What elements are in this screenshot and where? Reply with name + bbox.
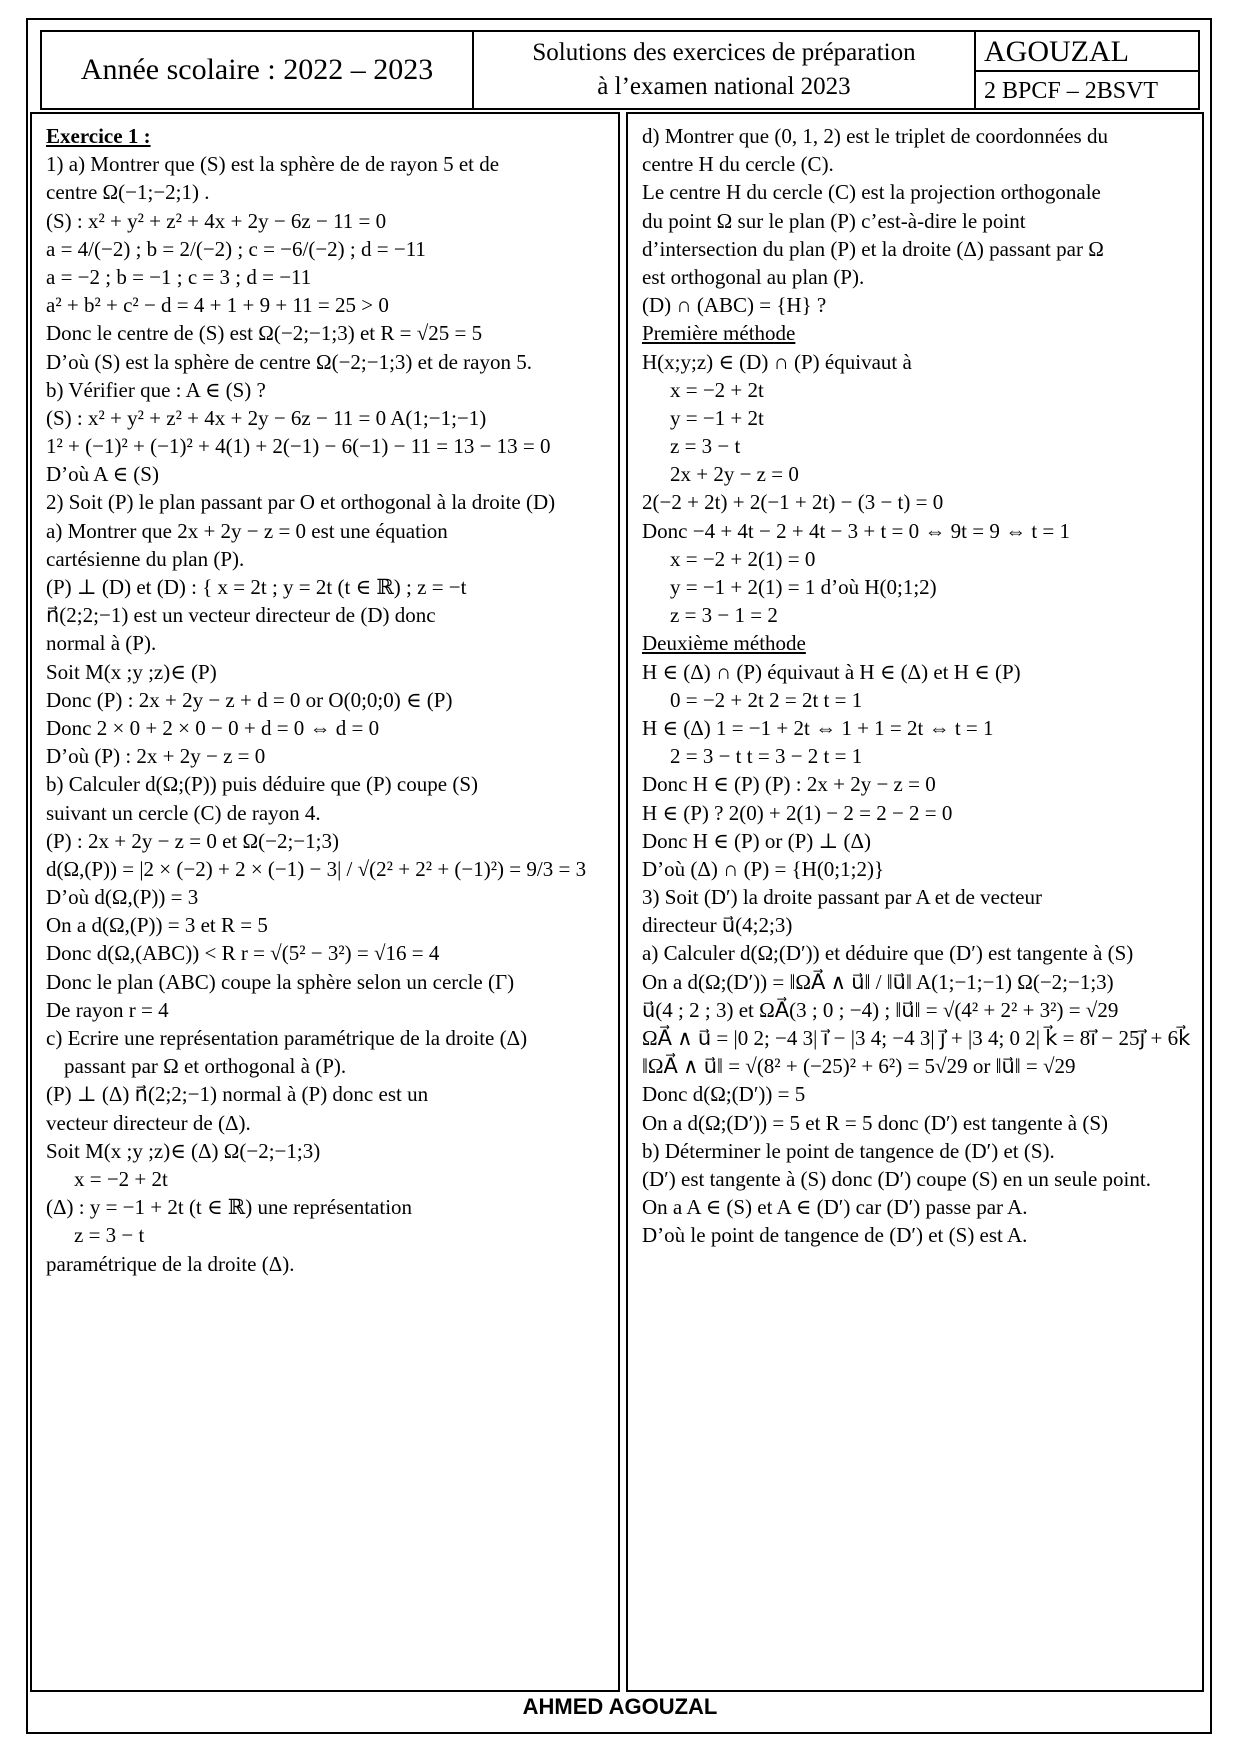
author-name: AGOUZAL — [976, 32, 1200, 72]
text-line: y = −1 + 2(1) = 1 d’où H(0;1;2) — [670, 575, 937, 599]
text-line: Donc −4 + 4t − 2 + 4t − 3 + t = 0 ⇔ 9t = 9 ⇔ t = 1 — [642, 518, 1070, 543]
text-line: d(Ω,(P)) = |2 × (−2) + 2 × (−1) − 3| / √(2² + 2² + (−1)²) = 9/3 = 3 — [46, 856, 587, 881]
text-line: Donc d(Ω;(D′)) = 5 — [642, 1082, 806, 1107]
text-line: ΩA⃗ ∧ u⃗ = |0 2; −4 3| i⃗ − |3 4; −4 3| j⃗ + |3 4; 0 2| k⃗ = 8i⃗ − 25j⃗ + 6k⃗ — [642, 1026, 1191, 1050]
text-line: z = 3 − 1 = 2 — [670, 603, 778, 628]
text-line: (Δ) : y = −1 + 2t (t ∈ ℝ) une représentation — [46, 1195, 413, 1220]
text-line: ‖ΩA⃗ ∧ u⃗‖ = √(8² + (−25)² + 6²) = 5√29 or ‖u⃗‖ = √29 — [642, 1054, 1076, 1079]
text-line: D’où A ∈ (S) — [46, 462, 159, 487]
left-column-content — [46, 122, 610, 1278]
text-line: b) Déterminer le point de tangence de (D′) et (S). — [642, 1138, 1055, 1163]
text-line: a) Calculer d(Ω;(D′)) et déduire que (D′) est tangente à (S) — [642, 941, 1134, 966]
text-line: du point Ω sur le plan (P) c’est-à-dire le point — [642, 208, 1026, 233]
text-line: (D) ∩ (ABC) = {H} ? — [642, 293, 827, 318]
text-line: (P) ⊥ (Δ) n⃗(2;2;−1) normal à (P) donc est un — [46, 1082, 429, 1107]
text-line: 2) Soit (P) le plan passant par O et orthogonal à la droite (D) — [46, 490, 556, 515]
text-line: (P) ⊥ (D) et (D) : { x = 2t ; y = 2t (t ∈ ℝ) ; z = −t — [46, 575, 467, 599]
class-levels: 2 BPCF – 2BSVT — [984, 78, 1159, 104]
text-line: 1² + (−1)² + (−1)² + 4(1) + 2(−1) − 6(−1) − 11 = 13 − 13 = 0 — [46, 434, 551, 459]
text-line: d’intersection du plan (P) et la droite (Δ) passant par Ω — [642, 236, 1104, 261]
text-line: Donc 2 × 0 + 2 × 0 − 0 + d = 0 ⇔ d = 0 — [46, 715, 380, 740]
text-line: H ∈ (P) ? 2(0) + 2(1) − 2 = 2 − 2 = 0 — [642, 800, 953, 825]
text-line: paramétrique de la droite (Δ). — [46, 1251, 295, 1276]
text-line: Donc le plan (ABC) coupe la sphère selon un cercle (Γ) — [46, 969, 515, 994]
text-line: a = 4/(−2) ; b = 2/(−2) ; c = −6/(−2) ; d = −11 — [46, 236, 426, 261]
text-line: x = −2 + 2t — [670, 377, 764, 402]
text-line: n⃗(2;2;−1) est un vecteur directeur de (D) donc — [46, 603, 436, 628]
text-line: directeur u⃗(4;2;3) — [642, 913, 793, 938]
text-line: b) Calculer d(Ω;(P)) puis déduire que (P) coupe (S) — [46, 772, 478, 797]
right-column — [626, 112, 1204, 1692]
document-title — [474, 32, 976, 108]
text-line: c) Ecrire une représentation paramétrique de la droite (Δ) — [46, 1026, 528, 1050]
text-line: normal à (P). — [46, 631, 157, 656]
text-line: H ∈ (Δ) ∩ (P) équivaut à H ∈ (Δ) et H ∈ (P) — [642, 659, 1021, 684]
text-line: H ∈ (Δ) 1 = −1 + 2t ⇔ 1 + 1 = 2t ⇔ t = 1 — [642, 715, 994, 740]
school-year — [42, 32, 474, 108]
text-line: Soit M(x ;y ;z)∈ (P) — [46, 659, 217, 684]
text-line: D’où (S) est la sphère de centre Ω(−2;−1;3) et de rayon 5. — [46, 349, 532, 374]
text-line: x = −2 + 2t — [74, 1166, 168, 1191]
text-line: Donc (P) : 2x + 2y − z + d = 0 or O(0;0;0) ∈ (P) — [46, 687, 453, 712]
text-line: (S) : x² + y² + z² + 4x + 2y − 6z − 11 = 0 A(1;−1;−1) — [46, 405, 487, 430]
text-line: H(x;y;z) ∈ (D) ∩ (P) équivaut à — [642, 349, 912, 374]
left-column — [30, 112, 620, 1692]
title-line-2: à l’examen national 2023 — [597, 73, 851, 100]
author-cell — [976, 32, 1200, 108]
text-line: On a A ∈ (S) et A ∈ (D′) car (D′) passe par A. — [642, 1195, 1028, 1220]
text-line: De rayon r = 4 — [46, 997, 169, 1022]
text-line: centre Ω(−1;−2;1) . — [46, 180, 210, 205]
text-line: D’où (P) : 2x + 2y − z = 0 — [46, 744, 266, 769]
text-line: y = −1 + 2t — [670, 405, 764, 430]
text-line: 3) Soit (D′) la droite passant par A et de vecteur — [642, 885, 1042, 910]
text-line: vecteur directeur de (Δ). — [46, 1110, 251, 1135]
text-line: est orthogonal au plan (P). — [642, 264, 865, 289]
text-line: D’où d(Ω,(P)) = 3 — [46, 885, 199, 910]
text-line: Première méthode — [642, 321, 796, 346]
title-line-1: Solutions des exercices de préparation — [532, 39, 916, 66]
text-line: suivant un cercle (C) de rayon 4. — [46, 800, 321, 825]
text-line: On a d(Ω,(P)) = 3 et R = 5 — [46, 913, 268, 938]
text-line: (S) : x² + y² + z² + 4x + 2y − 6z − 11 = 0 — [46, 208, 387, 233]
text-line: Le centre H du cercle (C) est la projection orthogonale — [642, 180, 1101, 205]
text-line: 2 = 3 − t t = 3 − 2 t = 1 — [670, 744, 863, 769]
text-line: Exercice 1 : — [46, 124, 151, 148]
text-line: d) Montrer que (0, 1, 2) est le triplet de coordonnées du — [642, 124, 1108, 148]
text-line: 2x + 2y − z = 0 — [670, 462, 799, 487]
text-line: Donc le centre de (S) est Ω(−2;−1;3) et R = √25 = 5 — [46, 321, 483, 346]
header-table — [40, 30, 1200, 110]
text-line: 0 = −2 + 2t 2 = 2t t = 1 — [670, 687, 863, 712]
text-line: Donc H ∈ (P) or (P) ⊥ (Δ) — [642, 828, 872, 853]
text-line: D’où (Δ) ∩ (P) = {H(0;1;2)} — [642, 856, 885, 881]
text-line: On a d(Ω;(D′)) = ‖ΩA⃗ ∧ u⃗‖ / ‖u⃗‖ A(1;−1;−1) Ω(−2;−1;3) — [642, 969, 1114, 994]
text-line: a² + b² + c² − d = 4 + 1 + 9 + 11 = 25 > 0 — [46, 293, 389, 318]
text-line: z = 3 − t — [74, 1223, 145, 1248]
text-line: u⃗(4 ; 2 ; 3) et ΩA⃗(3 ; 0 ; −4) ; ‖u⃗‖ = √(4² + 2² + 3²) = √29 — [642, 997, 1119, 1022]
text-line: Donc d(Ω,(ABC)) < R r = √(5² − 3²) = √16 = 4 — [46, 941, 440, 966]
text-line: x = −2 + 2(1) = 0 — [670, 546, 816, 571]
text-line: b) Vérifier que : A ∈ (S) ? — [46, 377, 266, 402]
school-year-text: Année scolaire : 2022 – 2023 — [80, 53, 434, 86]
text-line: 2(−2 + 2t) + 2(−1 + 2t) − (3 − t) = 0 — [642, 490, 944, 515]
text-line: On a d(Ω;(D′)) = 5 et R = 5 donc (D′) est tangente à (S) — [642, 1110, 1109, 1135]
text-line: Donc H ∈ (P) (P) : 2x + 2y − z = 0 — [642, 772, 936, 797]
text-line: a = −2 ; b = −1 ; c = 3 ; d = −11 — [46, 264, 312, 289]
text-line: (D′) est tangente à (S) donc (D′) coupe (S) en un seule point. — [642, 1166, 1151, 1191]
text-line: a) Montrer que 2x + 2y − z = 0 est une équation — [46, 518, 448, 543]
text-line: D’où le point de tangence de (D′) et (S) est A. — [642, 1223, 1028, 1248]
footer-author: AHMED AGOUZAL — [522, 1694, 718, 1719]
text-line: 1) a) Montrer que (S) est la sphère de de rayon 5 et de — [46, 152, 500, 177]
text-line: centre H du cercle (C). — [642, 152, 834, 177]
text-line: cartésienne du plan (P). — [46, 546, 245, 571]
text-line: Deuxième méthode — [642, 631, 806, 656]
text-line: Soit M(x ;y ;z)∈ (Δ) Ω(−2;−1;3) — [46, 1138, 321, 1163]
right-column-content — [642, 122, 1194, 1250]
text-line: (P) : 2x + 2y − z = 0 et Ω(−2;−1;3) — [46, 828, 339, 853]
text-line: z = 3 − t — [670, 434, 741, 459]
text-line: passant par Ω et orthogonal à (P). — [64, 1054, 347, 1079]
